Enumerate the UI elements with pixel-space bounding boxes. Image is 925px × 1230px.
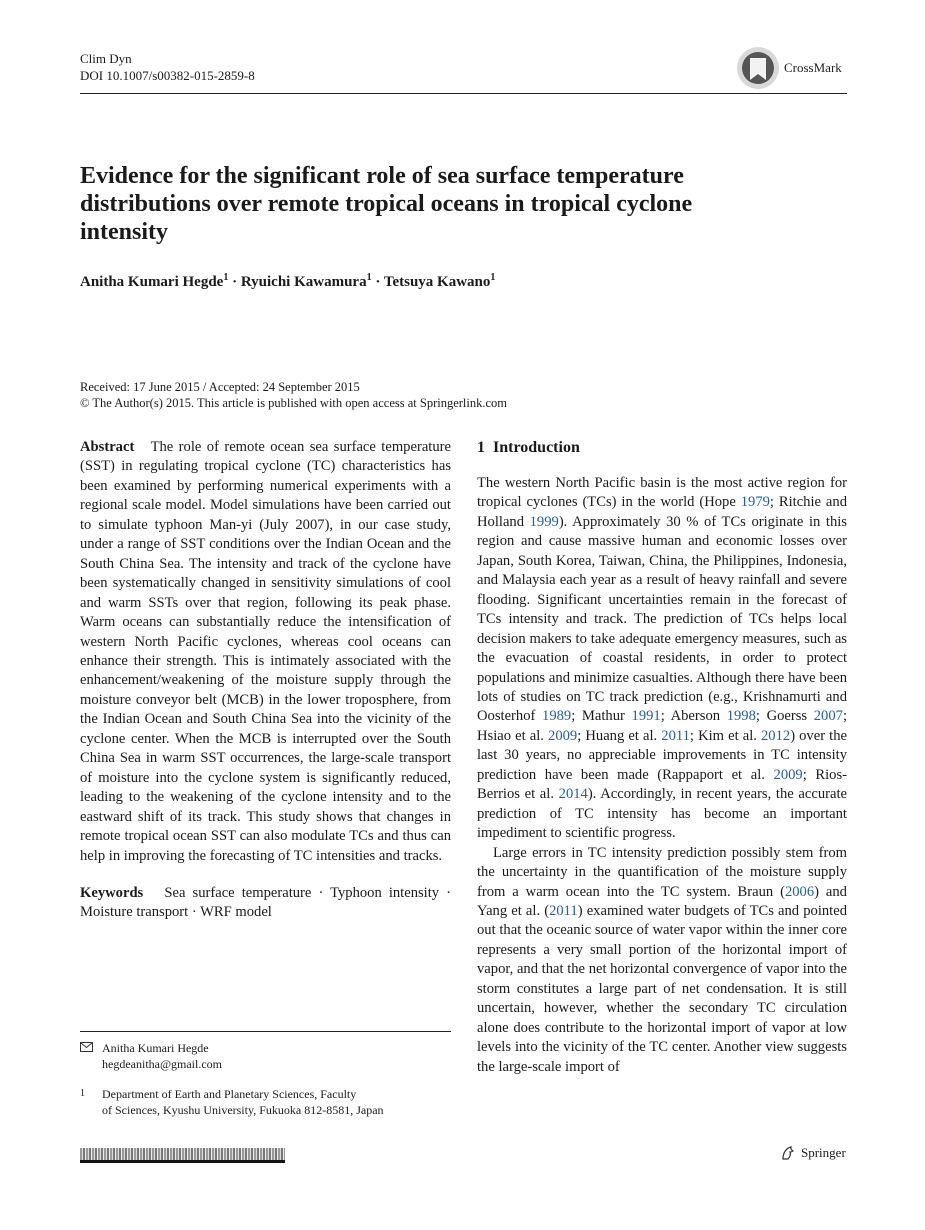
citation-link[interactable]: 2006 <box>784 883 815 900</box>
affiliation-mark: 1 <box>80 1088 85 1099</box>
received-accepted: Received: 17 June 2015 / Accepted: 24 September 2015 <box>80 380 360 394</box>
citation-link[interactable]: 1999 <box>529 513 559 530</box>
paragraph-text: ; Huang et al. <box>577 727 662 744</box>
intro-paragraph <box>477 844 847 1077</box>
barcode-underline <box>80 1160 285 1163</box>
citation-link[interactable]: 1989 <box>542 708 572 725</box>
paragraph-text: ; Rios-Berrios et al. <box>477 766 847 803</box>
paragraph-text: Large errors in TC intensity prediction possibly stem from the uncertainty in the quantification of the moisture supply from a warm ocean into the TC system. Braun ( <box>477 844 847 900</box>
paragraph-text: ) and Yang et al. ( <box>477 883 847 919</box>
intro-paragraph <box>477 474 847 844</box>
keywords-heading: Keywords <box>80 884 144 901</box>
affiliation <box>80 1086 451 1118</box>
author-name[interactable]: Ryuichi Kawamura <box>240 274 367 290</box>
author-separator: · <box>228 274 241 290</box>
author-affiliation-mark: 1 <box>223 272 229 283</box>
corresponding-name: Anitha Kumari Hegde <box>102 1041 209 1055</box>
header-rule <box>80 93 847 94</box>
article-dates <box>80 379 507 411</box>
citation-link[interactable]: 2011 <box>661 727 690 744</box>
paragraph-text: ). Approximately 30 % of TCs originate in this region and cause massive human and economic losses over Japan, South Korea, Taiwan, China, the Philippines, Indonesia, and Malaysia each year as a result of heavy rainfall and severe flooding. Significant uncertainties remain in the forecast of TCs intensity and track. The prediction of TCs helps local decision makers to take adequate emergency measures, such as the evacuation of coastal residents, in order to protect populations and minimize casualties. Although there have been lots of studies on TC track prediction (e.g., Krishnamurti and Oosterhof <box>477 513 847 725</box>
footnotes <box>80 1040 451 1118</box>
author-name[interactable]: Anitha Kumari Hegde <box>80 274 224 290</box>
crossmark-badge[interactable] <box>736 46 842 90</box>
crossmark-label: CrossMark <box>784 60 842 75</box>
citation-link[interactable]: 2011 <box>549 902 578 919</box>
publisher-logo <box>780 1145 846 1161</box>
paragraph-text: ; Ritchie and Holland <box>477 494 847 530</box>
author-separator: · <box>371 274 384 290</box>
abstract-text: The role of remote ocean sea surface temperature (SST) in regulating tropical cyclone (TC) characteristics has been examined by performing numerical experiments with a regional scale model. Model simulations have been carried out to simulate typhoon Man-yi (July 2007), in our case study, under a range of SST conditions over the Indian Ocean and the South China Sea. The intensity and track of the cyclone have been systematically changed in sensitivity simulations of cool and warm SSTs over that region, following its peak phase. Warm oceans can substantially reduce the intensification of western North Pacific cyclones, whereas cool oceans can enhance their strength. This is intimately associated with the enhancement/weakening of the moisture supply through the moisture conveyor belt (MCB) in the lower troposphere, from the Indian Ocean and South China Sea into the vicinity of the cyclone center. When the MCB is interrupted over the South China Sea in warm SST occurrences, the large-scale transport of moisture into the cyclone system is significantly reduced, leading to the weakening of the cyclone intensity and to the eastward shift of its track. This study shows that changes in remote tropical ocean SST can also modulate TCs and thus can help in improving the forecasting of TC intensities and tracks. <box>80 439 451 864</box>
citation-link[interactable]: 1998 <box>726 708 756 725</box>
citation-link[interactable]: 2014 <box>558 786 588 803</box>
author-affiliation-mark: 1 <box>366 272 372 283</box>
citation-link[interactable]: 2012 <box>761 727 791 744</box>
journal-name: Clim Dyn <box>80 51 132 66</box>
doi[interactable]: DOI 10.1007/s00382-015-2859-8 <box>80 68 255 83</box>
corresponding-author <box>80 1040 451 1072</box>
keywords <box>80 884 451 923</box>
affiliation-line: Department of Earth and Planetary Sciences, Faculty <box>102 1087 357 1101</box>
author-name[interactable]: Tetsuya Kawano <box>383 274 491 290</box>
paragraph-text: ; Kim et al. <box>689 727 761 744</box>
citation-link[interactable]: 1991 <box>631 708 661 725</box>
publisher-name: Springer <box>801 1145 846 1160</box>
paragraph-text: ). Accordingly, in recent years, the accurate prediction of TC intensity has become an important impediment to scientific progress. <box>477 786 847 842</box>
abstract <box>80 438 451 866</box>
envelope-icon <box>80 1040 102 1072</box>
section-title: Introduction <box>493 439 580 456</box>
paragraph-text: ) examined water budgets of TCs and pointed out that the oceanic source of water vapor within the inner core represents a very small portion of the horizontal import of vapor, and that the net horizontal convergence of vapor into the storm constitutes a large part of net condensation. It is still uncertain, however, whether the secondary TC circulation alone does contribute to the horizontal import of vapor at low levels into the vicinity of the TC center. Another view suggests the large-scale import of <box>477 902 847 1075</box>
springer-horse-icon <box>780 1145 796 1161</box>
email-link[interactable]: hegdeanitha@gmail.com <box>102 1057 223 1071</box>
citation-link[interactable]: 2009 <box>773 766 803 783</box>
paragraph-text: ; Goerss <box>755 708 814 725</box>
citation-link[interactable]: 2009 <box>548 727 578 744</box>
author-list <box>80 272 495 291</box>
section-number: 1 <box>477 439 485 456</box>
footnote-rule <box>80 1031 451 1032</box>
journal-header <box>80 50 255 84</box>
left-column <box>80 438 451 923</box>
paragraph-text: ; Hsiao et al. <box>477 708 847 744</box>
abstract-heading: Abstract <box>80 439 135 455</box>
article-title: Evidence for the significant role of sea surface temperature distributions over remote tropical oceans in tropical cyclone intensity <box>80 163 693 245</box>
paragraph-text: ; Aberson <box>660 708 727 725</box>
affiliation-line: of Sciences, Kyushu University, Fukuoka 812-8581, Japan <box>102 1103 384 1117</box>
keywords-text: Sea surface temperature · Typhoon intensity · Moisture transport · WRF model <box>80 884 451 921</box>
paragraph-text: The western North Pacific basin is the most active region for tropical cyclones (TCs) in the world (Hope <box>477 475 847 511</box>
citation-link[interactable]: 1979 <box>740 494 770 511</box>
citation-link[interactable]: 2007 <box>813 708 843 725</box>
copyright-line: © The Author(s) 2015. This article is published with open access at Springerlink.com <box>80 396 508 410</box>
crossmark-icon <box>736 46 780 90</box>
paragraph-text: ; Mathur <box>571 708 632 725</box>
section-heading <box>477 438 847 458</box>
right-column <box>477 438 847 1077</box>
author-affiliation-mark: 1 <box>490 272 496 283</box>
paragraph-text: ) over the last 30 years, no appreciable improvements in TC intensity prediction have been made (Rappaport et al. <box>477 727 847 783</box>
